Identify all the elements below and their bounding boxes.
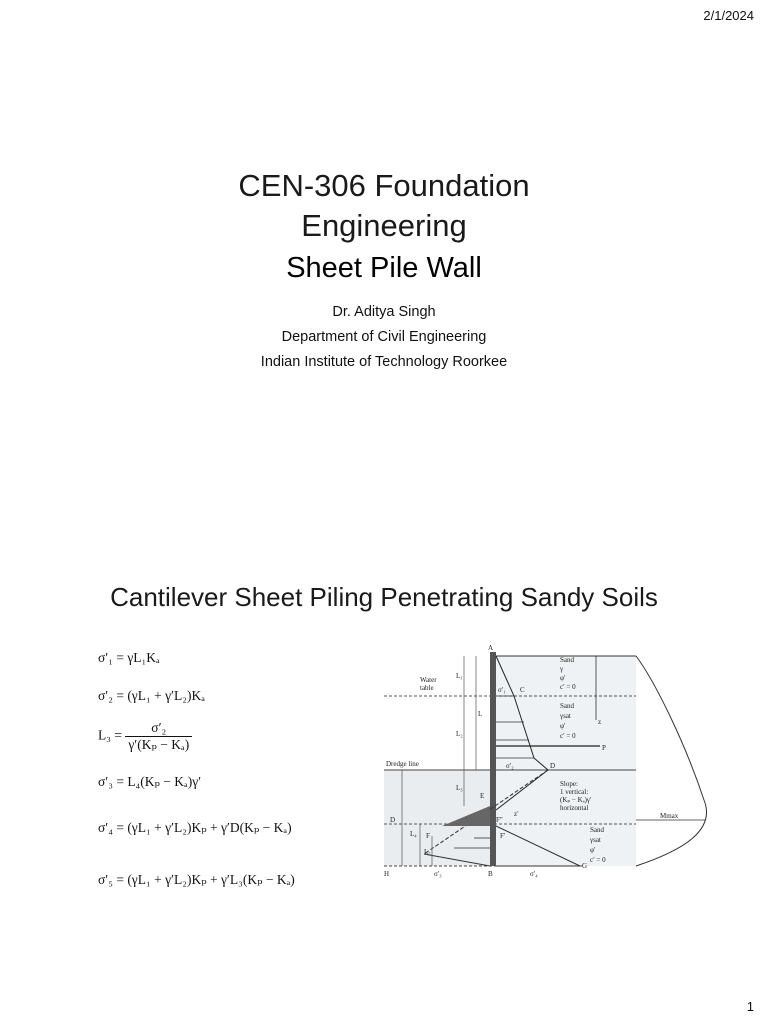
sand1-c: c′ = 0 [560, 683, 576, 691]
sand2-c: c′ = 0 [560, 732, 576, 740]
Mmax-label: Mmax [660, 812, 679, 820]
sigma3-label: σ′₃ [434, 870, 442, 878]
fraction-denominator: γ′(Kₚ − Kₐ) [128, 737, 190, 752]
equation-rhs: (γL₁ + γ′L₂)Kₚ + γ′D(Kₚ − Kₐ) [127, 820, 292, 835]
label-B: B [488, 870, 493, 878]
label-F-prime: F′ [500, 832, 506, 840]
institute-name: Indian Institute of Technology Roorkee [260, 354, 508, 370]
sand1-gamma: γ [560, 665, 564, 673]
sheet-pile-diagram [384, 640, 724, 880]
label-F-double-prime: F″ [496, 816, 503, 824]
sand2-phi: φ′ [560, 722, 566, 730]
dim-L2: L₂ [456, 730, 463, 738]
dim-L3: L₃ [456, 784, 463, 792]
label-G: G [582, 862, 588, 870]
equation-fraction [125, 720, 192, 753]
fraction-numerator: σ′₂ [125, 720, 192, 737]
label-H: H [384, 870, 390, 878]
equation-sigma1: σ′₁ = γL₁Kₐ [98, 650, 160, 665]
slope-label-2: 1 vertical: [560, 788, 589, 796]
equation-lhs: σ′₄ [98, 820, 113, 835]
dim-L5: L₅ [424, 848, 431, 856]
sand3-label: Sand [590, 826, 604, 834]
slide2-title: Cantilever Sheet Piling Penetrating Sandy Soils [110, 582, 658, 612]
sand3-c: c′ = 0 [590, 856, 606, 864]
equation-L3: L₃ = $\frac{\text{σ′₂}}{\text{γ′(Kₚ − Kₐ)}}$ [98, 720, 192, 753]
equation-lhs: σ′₃ [98, 774, 113, 789]
water-table-label-1: Water [420, 676, 437, 684]
label-E: E [480, 792, 485, 800]
sigma4-label: σ′₄ [530, 870, 538, 878]
header-date: 2/1/2024 [703, 8, 754, 23]
label-C: C [520, 686, 525, 694]
equation-rhs: L₄(Kₚ − Kₐ)γ′ [127, 774, 202, 789]
page-number: 1 [746, 999, 754, 1014]
water-table-label-2: table [420, 684, 434, 692]
sand2-label: Sand [560, 702, 574, 710]
sigma1-label: σ′₁ [498, 686, 506, 694]
dim-D: D [390, 816, 396, 824]
label-F: F [426, 832, 430, 840]
equation-lhs: L₃ [98, 727, 111, 743]
course-title [0, 166, 768, 246]
equation-sigma5: σ′₅ = (γL₁ + γ′L₂)Kₚ + γ′L₃(Kₚ − Kₐ) [98, 872, 295, 887]
course-title-line-2: Engineering [301, 208, 467, 243]
dim-L1: L₁ [456, 672, 463, 680]
sand3-phi: φ′ [590, 846, 596, 854]
subject-title: Sheet Pile Wall [286, 252, 482, 284]
sand1-phi: φ′ [560, 674, 566, 682]
z-label: z [598, 718, 602, 726]
label-A: A [488, 644, 494, 652]
equation-rhs: (γL₁ + γ′L₂)Kₚ + γ′L₃(Kₚ − Kₐ) [127, 872, 295, 887]
equation-lhs: σ′₁ [98, 650, 113, 665]
department-name: Department of Civil Engineering [281, 329, 487, 345]
author-block [0, 300, 768, 375]
sand1-label: Sand [560, 656, 574, 664]
equation-rhs: γL₁Kₐ [127, 650, 160, 665]
equation-lhs: σ′₅ [98, 872, 113, 887]
z-prime-label: z′ [514, 810, 519, 818]
sand3-gsat: γsat [590, 836, 601, 844]
equation-sigma3: σ′₃ = L₄(Kₚ − Kₐ)γ′ [98, 774, 202, 789]
moment-diagram [636, 656, 707, 866]
equation-rhs: (γL₁ + γ′L₂)Kₐ [127, 688, 205, 703]
author-name: Dr. Aditya Singh [332, 304, 436, 320]
slope-label-1: Slope: [560, 780, 578, 788]
equation-sigma2: σ′₂ = (γL₁ + γ′L₂)Kₐ [98, 688, 205, 703]
sand2-gsat: γsat [560, 712, 571, 720]
equation-lhs: σ′₂ [98, 688, 113, 703]
slope-label-4: horizontal [560, 804, 589, 812]
P-label: P [602, 744, 606, 752]
slope-label-3: (Kₚ − Kₐ)γ′ [560, 796, 592, 804]
course-title-line-1: CEN-306 Foundation [238, 168, 530, 203]
dim-L: L [478, 710, 483, 718]
sheet-pile [490, 652, 496, 866]
dredge-line-label: Dredge line [386, 760, 419, 768]
label-D: D [550, 762, 556, 770]
equation-sigma4: σ′₄ = (γL₁ + γ′L₂)Kₚ + γ′D(Kₚ − Kₐ) [98, 820, 292, 835]
dim-L4: L₄ [410, 830, 417, 838]
sigma2-label: σ′₂ [506, 762, 514, 770]
